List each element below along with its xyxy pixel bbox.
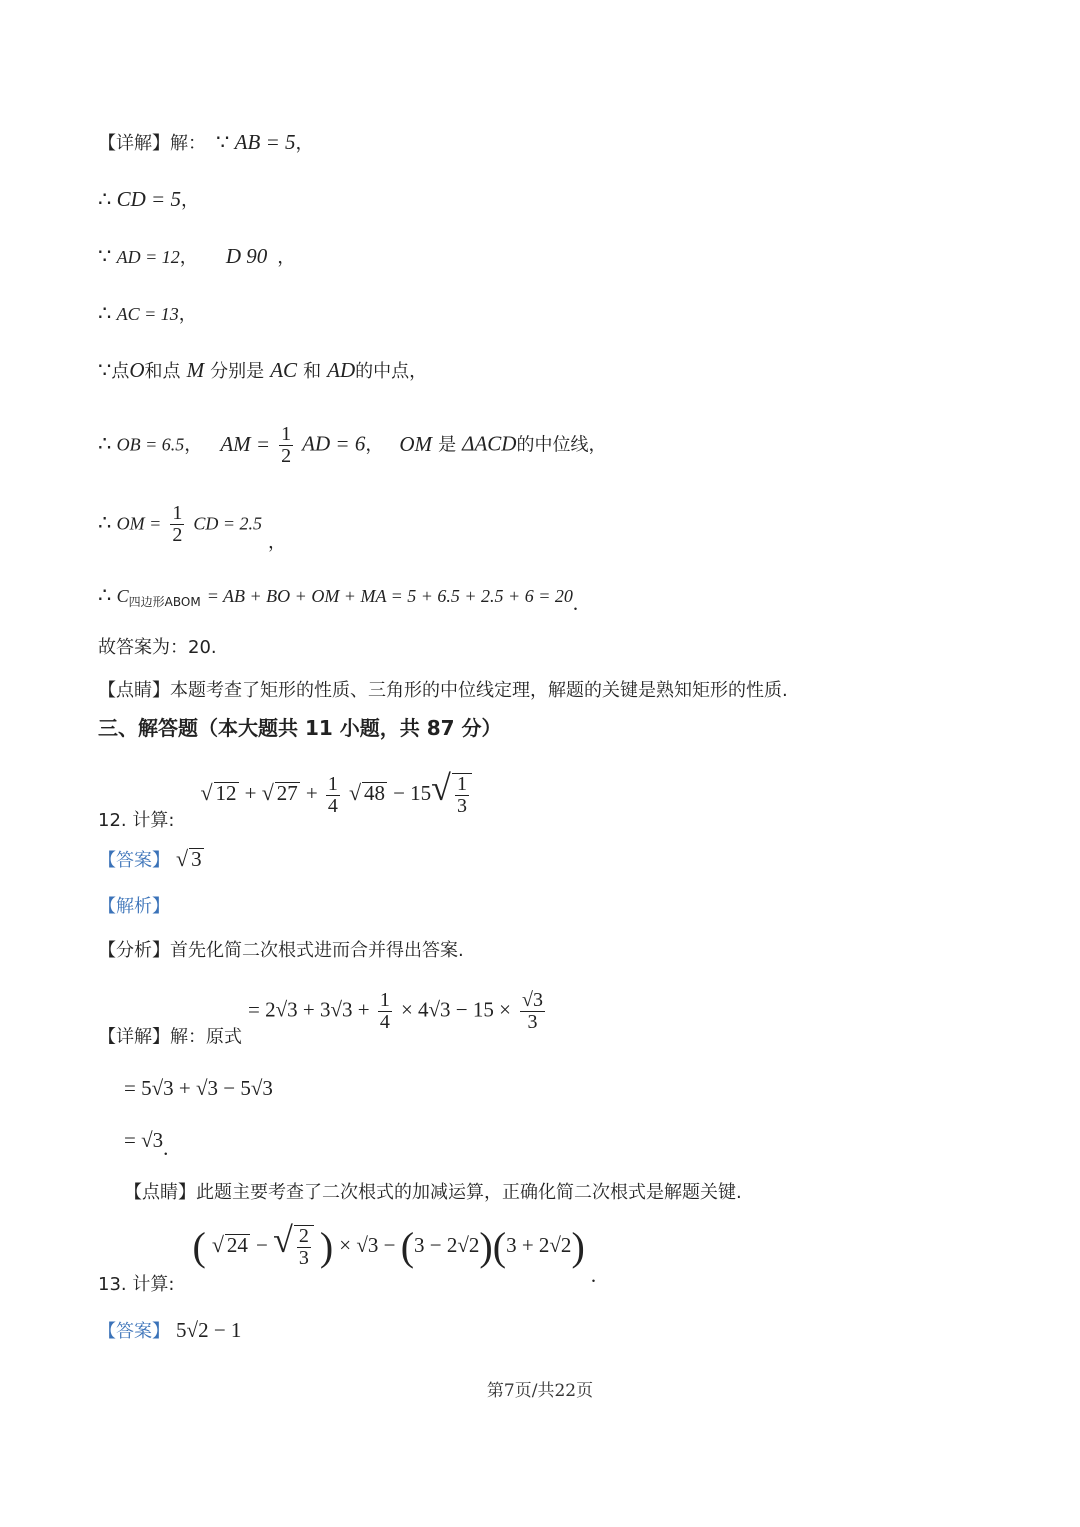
q12-step1-head: = 2√3 + 3√3 +	[248, 997, 375, 1022]
q12-xiangjie	[98, 990, 548, 1047]
math-ab-equals: AB = 5	[234, 130, 296, 154]
step-midpoints: ∵点O和点 M 分别是 AC 和 AD的中点，	[98, 358, 428, 382]
math-ad: AD = 12	[116, 247, 180, 267]
step-cd: ∴ CD = 5，	[98, 187, 199, 211]
q12-step1-tail: × 4√3 − 15 ×	[400, 997, 511, 1022]
math-am: AM =	[220, 431, 271, 456]
q13-factor-2: 3 + 2√2	[506, 1233, 572, 1257]
q12-sqrt-48: 48	[364, 781, 386, 805]
dianjing-label: 【点睛】	[98, 680, 170, 701]
fenxi-text: 首先化简二次根式进而合并得出答案.	[170, 940, 464, 961]
q13-factor-1: 3 − 2√2	[414, 1233, 480, 1257]
math-om-eq: OM =	[116, 513, 162, 534]
solution-prefix: 解：	[170, 133, 206, 154]
q13-line: 13. 计算: ( √ 24 − √ $\frac{2}{3}$ ) × √3 − (3 − 2√2)(3 + 2√2) .	[98, 1220, 597, 1295]
fraction-one-half: $\frac{1}{2}$	[281, 423, 292, 467]
q12-jiexi-label: 【解析】	[98, 896, 170, 917]
q12-answer-label: 【答案】	[98, 850, 170, 871]
q12-dianjing-label: 【点睛】	[124, 1182, 196, 1203]
step-om: ∴ OM = $\frac{1}{2}$ CD = 2.5，	[98, 502, 287, 553]
q13-sqrt-24: 24	[226, 1233, 248, 1257]
math-cd: CD = 5	[116, 187, 181, 211]
subscript-quadrilateral: 四边形ABOM	[128, 595, 201, 609]
q12-sqrt-12: 12	[215, 781, 237, 805]
answer-20: 故答案为：20.	[98, 637, 217, 658]
step-ad: ∵ AD = 12， D 90 ，	[98, 244, 296, 268]
math-cd-25: CD = 2.5	[193, 513, 263, 534]
math-ac-2: AC	[270, 358, 298, 382]
q13-label: 13. 计算:	[98, 1274, 175, 1295]
q12-fraction-third: $\frac{1}{3}$	[456, 772, 467, 817]
q12-dianjing	[124, 1183, 742, 1202]
step-perimeter: ∴ $C_{四边形ABOM}$ = AB + BO + OM + MA = 5 + 6.5 + 2.5 + 6 = 20.	[98, 583, 579, 615]
q12-step1-quarter: $\frac{1}{4}$	[379, 989, 390, 1033]
q13-fraction-two-thirds: $\frac{2}{3}$	[298, 1224, 309, 1269]
q12-line: 12. 计算: √ 12 + √ 27 + $\frac{1}{4}$ √ 48 − 15√ $\frac{1}{3}$	[98, 770, 472, 830]
math-perimeter: = AB + BO + OM + MA = 5 + 6.5 + 2.5 + 6 = 20	[206, 586, 573, 606]
dianjing-text: 本题考查了矩形的性质、三角形的中位线定理，解题的关键是熟知矩形的性质.	[170, 680, 788, 701]
text-hedian: 和点	[144, 361, 181, 382]
dianjing-line-1	[98, 681, 788, 700]
q13-answer	[98, 1320, 241, 1341]
math-angle-d: D 90	[225, 244, 268, 268]
q12-step2: = 5√3 + √3 − 5√3	[124, 1076, 273, 1100]
q12-coef-15: 15	[410, 781, 432, 805]
q13-times-sqrt3: × √3 −	[339, 1233, 401, 1257]
q12-answer: 【答案】 √ 3	[98, 846, 202, 871]
section-title: 三、解答题（本大题共 11 小题，共 87 分）	[98, 716, 502, 740]
math-c: C	[116, 586, 129, 606]
text-zhongweixian: 的中位线，	[516, 434, 607, 456]
math-om: OM	[399, 431, 433, 456]
xiangjie-label: 【详解】	[98, 133, 170, 154]
step-ob-am: ∴ OB = 6.5， AM = $\frac{1}{2}$ AD = 6， OM 是 ΔACD的中位线，	[98, 423, 607, 467]
math-ad-6: AD = 6	[302, 431, 366, 456]
math-triangle-acd: ΔACD	[462, 431, 517, 456]
q12-answer-value: 3	[191, 847, 202, 871]
q12-yuanshi: 解：原式	[170, 1026, 242, 1048]
xiangjie-line-1: 【详解】解： ∵ AB = 5，	[98, 130, 314, 154]
q12-step1-frac: $\frac{√3}{3}$	[522, 989, 544, 1033]
text-fenbieshi: 分别是	[210, 361, 265, 382]
q13-answer-label: 【答案】	[98, 1321, 170, 1342]
q12-fenxi	[98, 941, 464, 960]
fenxi-label: 【分析】	[98, 940, 170, 961]
math-ob: OB = 6.5	[116, 434, 185, 455]
text-shi: 是	[438, 434, 457, 456]
q12-xiangjie-label: 【详解】	[98, 1026, 170, 1048]
step-ac: ∴ AC = 13，	[98, 301, 197, 325]
text-dezhongdian: 的中点，	[355, 361, 428, 382]
fraction-one-half-2: $\frac{1}{2}$	[172, 502, 183, 546]
q12-sqrt-27: 27	[276, 781, 298, 805]
q12-step3: = √3	[124, 1128, 164, 1152]
q12-step3-line: = √3.	[124, 1128, 169, 1160]
q13-answer-value: 5√2 − 1	[176, 1318, 242, 1342]
math-m: M	[186, 358, 205, 382]
page-number: 第7页/共22页	[486, 1381, 594, 1401]
text-he: 和	[303, 361, 322, 382]
math-ac: AC = 13	[116, 304, 179, 324]
math-o: O	[129, 358, 145, 382]
q12-label: 12. 计算:	[98, 810, 175, 831]
q12-dianjing-text: 此题主要考查了二次根式的加减运算，正确化简二次根式是解题关键.	[196, 1182, 742, 1203]
text-dian: 点	[111, 361, 130, 382]
math-ad-2: AD	[327, 358, 356, 382]
q12-fraction-quarter: $\frac{1}{4}$	[327, 772, 338, 817]
